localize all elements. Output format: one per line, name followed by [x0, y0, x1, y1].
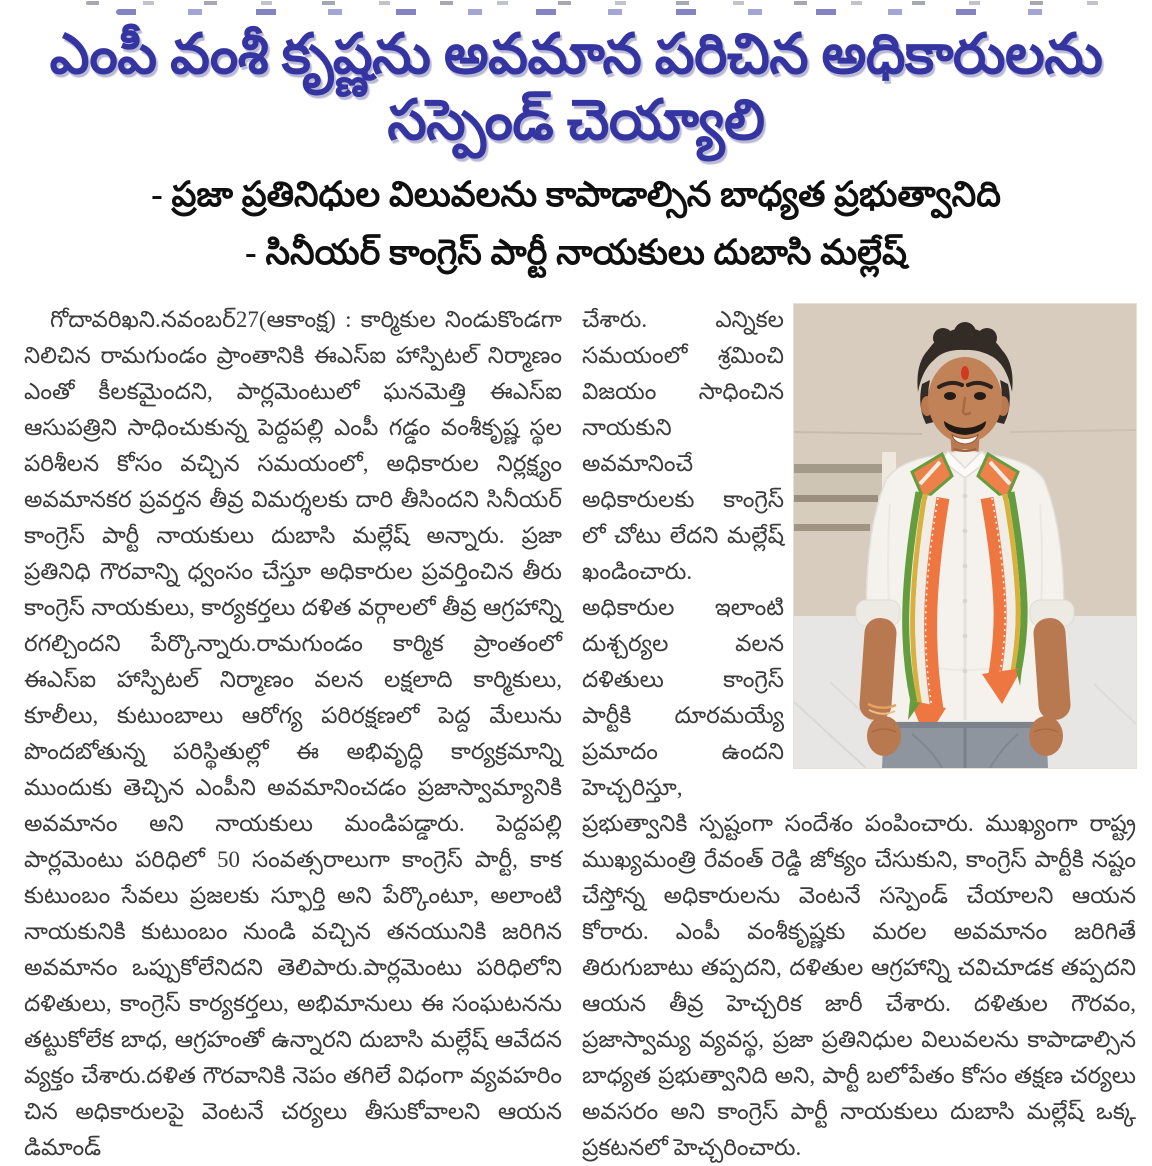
- fragment-row-gray: [86, 1, 1106, 5]
- right-column: [582, 302, 1136, 1166]
- right-column-text: చేశారు. ఎన్నికల సమయంలో శ్రమించి విజయం సాధించిన నాయకుని అవమానించే అధికారులకు కాంగ్రెస్ లో చోటు లేదని మల్లేష్ ఖండించారు. అధికారుల ఇలాంటి దుశ్చర్యల వలన దళితులు కాంగ్రెస్ పార్టీకి దూరమయ్యే ప్రమాదం ఉందని హెచ్చరిస్తూ, ప్రభుత్వానికి స్పష్టంగా సందేశం పంపించారు. ముఖ్యంగా రాష్ట్ర ముఖ్యమంత్రి రేవంత్ రెడ్డి జోక్యం చేసుకుని, కాంగ్రెస్ పార్టీకి నష్టం చేస్తోన్న అధికారులను వెంటనే సస్పెండ్ చేయాలని ఆయన కోరారు. ఎంపీ వంశీకృష్ణకు మరల అవమానం జరిగితే తిరుగుబాటు తప్పదని, దళితుల ఆగ్రహాన్ని చవిచూడక తప్పదని ఆయన తీవ్ర హెచ్చరిక జారీ చేశారు. దళితుల గౌరవం, ప్రజాస్వామ్య వ్యవస్థ, ప్రజా ప్రతినిధుల విలువలను కాపాడాల్సిన బాధ్యత ప్రభుత్వానిది అని, పార్టీ బలోపేతం కోసం తక్షణ చర్యలు అవసరం అని కాంగ్రెస్ పార్టీ నాయకులు దుబాసి మల్లేష్ ఒక్క ప్రకటనలో హెచ్చరించారు.: [582, 307, 1136, 1160]
- subheadline-1: - ప్రజా ప్రతినిధుల విలువలను కాపాడాల్సిన బాధ్యత ప్రభుత్వానిది: [151, 175, 1001, 215]
- article-body: [0, 282, 1152, 1166]
- headline: ఎంపీ వంశీ కృష్ణను అవమాన పరిచిన అధికారులను సస్పెండ్ చెయ్యాలి: [49, 24, 1103, 153]
- leader-photo: [794, 304, 1136, 768]
- leader-photo-illustration: [794, 304, 1136, 768]
- subheadline-block: [0, 166, 1152, 282]
- fragment-row-blue: [116, 9, 1086, 15]
- left-column: [24, 302, 562, 1166]
- cropped-text-fragments: [26, 0, 1126, 16]
- left-column-text: గోదావరిఖని.నవంబర్27(ఆకాంక్ష) : కార్మికుల నిండుకొండగా నిలిచిన రామగుండం ప్రాంతానికి ఈఎస్ఐ హాస్పిటల్ నిర్మాణం ఎంతో కీలకమైందని, పార్లమెంటులో ఘనమెత్తి ఈఎస్ఐ ఆసుపత్రిని సాధించుకున్న పెద్దపల్లి ఎంపీ గడ్డం వంశీకృష్ణ స్థల పరిశీలన కోసం వచ్చిన సమయంలో, అధికారుల నిర్లక్ష్యం అవమానకర ప్రవర్తన తీవ్ర విమర్శలకు దారి తీసిందని సినీయర్ కాంగ్రెస్ పార్టీ నాయకులు దుబాసి మల్లేష్ అన్నారు. ప్రజా ప్రతినిధి గౌరవాన్ని ధ్వంసం చేస్తూ అధికారుల ప్రవర్తించిన తీరు కాంగ్రెస్ నాయకులు, కార్యకర్తలు దళిత వర్గాలలో తీవ్ర ఆగ్రహాన్ని రగల్చిందని పేర్కొన్నారు.రామగుండం కార్మిక ప్రాంతంలో ఈఎస్ఐ హాస్పిటల్ నిర్మాణం వలన లక్షలాది కార్మికులు, కూలీలు, కుటుంబాలు ఆరోగ్య పరిరక్షణలో పెద్ద మేలును పొందబోతున్న పరిస్థితుల్లో ఈ అభివృద్ధి కార్యక్రమాన్ని ముందుకు తెచ్చిన ఎంపీని అవమానించడం ప్రజాస్వామ్యానికి అవమానం అని నాయకులు మండిపడ్డారు. పెద్దపల్లి పార్లమెంటు పరిధిలో 50 సంవత్సరాలుగా కాంగ్రెస్ పార్టీ, కాక కుటుంబం సేవలు ప్రజలకు స్ఫూర్తి అని పేర్కొంటూ, అలాంటి నాయకునికి కుటుంబం నుండి వచ్చిన తనయునికి జరిగిన అవమానం ఒప్పుకోలేనిదని తెలిపారు.పార్లమెంటు పరిధిలోని దళితులు, కాంగ్రెస్ కార్యకర్తలు, అభిమానులు ఈ సంఘటనను తట్టుకోలేక బాధ, ఆగ్రహంతో ఉన్నారని దుబాసి మల్లేష్ ఆవేదన వ్యక్తం చేశారు.దళిత గౌరవానికి నెపం తగిలే విధంగా వ్యవహరిం చిన అధికారులపై వెంటనే చర్యలు తీసుకోవాలని ఆయన డిమాండ్: [24, 307, 562, 1160]
- subheadline-2: - సినీయర్ కాంగ్రెస్ పార్టీ నాయకులు దుబాసి మల్లేష్: [245, 233, 907, 273]
